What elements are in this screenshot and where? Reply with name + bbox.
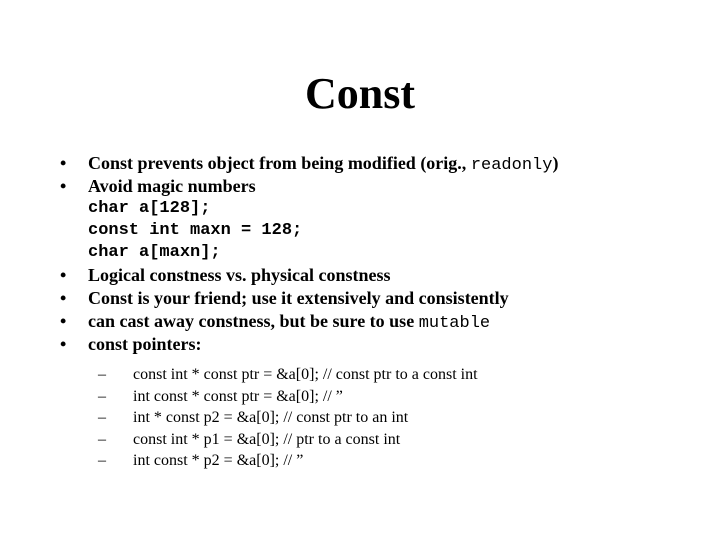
sub-bullet-item — [60, 364, 700, 386]
bullet-item — [60, 310, 700, 333]
sub-bullet-item — [60, 450, 700, 472]
bullet-text — [88, 152, 558, 177]
sub-bullet-text: int const * const ptr = &a[0]; // ” — [133, 387, 343, 405]
bullet-text-part: can cast away constness, but be sure to use — [88, 311, 419, 331]
bullet-item — [60, 333, 700, 356]
sub-bullet-item — [60, 386, 700, 408]
bullet-list — [60, 152, 700, 472]
bullet-item — [60, 152, 700, 175]
sub-bullet-text: const int * p1 = &a[0]; // ptr to a const int — [133, 430, 401, 448]
bullet-icon: • — [60, 176, 67, 196]
bullet-text-part: Const prevents object from being modified (orig., — [88, 153, 471, 173]
bullet-text: Logical constness vs. physical constness — [88, 265, 391, 285]
sub-bullet-item — [60, 429, 700, 451]
code-line: const int maxn = 128; — [88, 221, 303, 240]
inline-code: mutable — [418, 314, 491, 333]
bullet-item — [60, 175, 700, 198]
dash-icon: – — [98, 430, 106, 448]
bullet-text: const pointers: — [88, 334, 202, 354]
dash-icon: – — [98, 387, 106, 405]
bullet-text-part: ) — [552, 153, 559, 173]
bullet-text — [88, 310, 490, 335]
bullet-icon: • — [60, 265, 67, 285]
inline-code: readonly — [470, 156, 553, 175]
code-block — [88, 198, 700, 264]
code-line: char a[maxn]; — [88, 243, 221, 262]
bullet-text: Const is your friend; use it extensively and consistently — [88, 288, 509, 308]
bullet-text: Avoid magic numbers — [88, 176, 256, 196]
sub-bullet-text: const int * const ptr = &a[0]; // const ptr to a const int — [133, 366, 478, 383]
bullet-icon: • — [60, 311, 67, 331]
bullet-icon: • — [60, 153, 67, 173]
sub-bullet-text: int * const p2 = &a[0]; // const ptr to an int — [133, 409, 409, 426]
dash-icon: – — [98, 366, 106, 383]
slide-title: Const — [304, 69, 416, 118]
sub-bullet-list — [60, 364, 700, 472]
sub-bullet-text: int const * p2 = &a[0]; // ” — [133, 452, 304, 469]
code-line: char a[128]; — [88, 199, 211, 218]
bullet-icon: • — [60, 334, 67, 354]
dash-icon: – — [98, 452, 106, 469]
dash-icon: – — [98, 409, 106, 426]
bullet-item — [60, 287, 700, 310]
bullet-item — [60, 264, 700, 287]
bullet-icon: • — [60, 288, 67, 308]
sub-bullet-item — [60, 407, 700, 429]
